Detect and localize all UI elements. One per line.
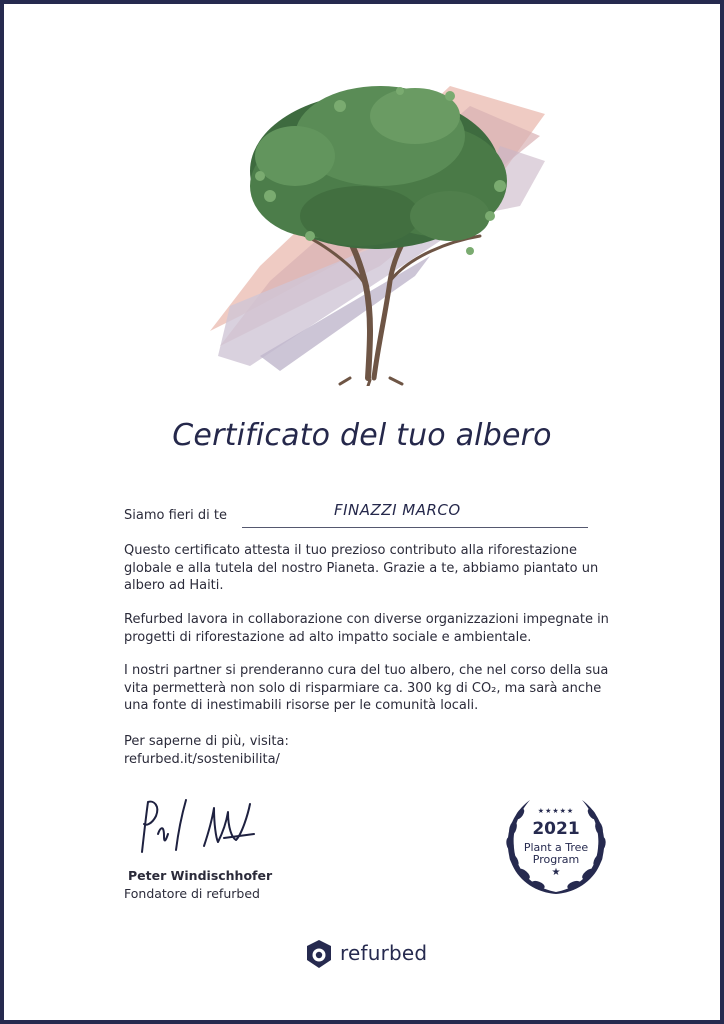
signature-scribble [124, 794, 264, 858]
paragraph-contribution [124, 542, 624, 595]
more-info-label: Per saperne di più, visita: [124, 734, 289, 749]
logo-wordmark: refurbed [340, 941, 428, 965]
recipient-underline [242, 527, 588, 528]
badge-program-line1: Plant a Tree [523, 841, 589, 854]
proud-label: Siamo fieri di te [124, 508, 227, 523]
badge-year: 2021 [532, 819, 580, 839]
recipient-name: FINAZZI MARCO [334, 501, 461, 519]
paragraph-more-info [124, 733, 624, 768]
paragraph-text: I nostri partner si prenderanno cura del tuo albero, che nel corso della sua vita permetterà non solo di risparmiare ca. 300 kg di CO₂, ma sarà anche una fonte di inestimabili risorse per le comunità locali. [124, 663, 609, 713]
signatory-name: Peter Windischhofer [128, 868, 273, 883]
paragraph-text: Questo certificato attesta il tuo prezioso contributo alla riforestazione globale e alla tutela del nostro Pianeta. Grazie a te, abbiamo piantato un albero ad Haiti. [124, 543, 599, 593]
plant-a-tree-badge [500, 794, 612, 900]
paragraph-collaboration [124, 611, 624, 646]
badge-star-icon: ★ [551, 867, 561, 878]
refurbed-logo [304, 938, 434, 970]
badge-stars-icon: ★★★★★ [537, 807, 575, 815]
paragraph-text: Refurbed lavora in collaborazione con diverse organizzazioni impegnate in progetti di riforestazione ad alto impatto sociale e ambientale. [124, 612, 609, 645]
sustainability-link[interactable]: refurbed.it/sostenibilita/ [124, 751, 280, 767]
recipient-row [124, 501, 588, 530]
refurbed-logo-icon [304, 939, 334, 969]
certificate-title: Certificato del tuo albero [172, 418, 552, 453]
badge-program-line2: Program [532, 853, 580, 866]
paragraph-partners [124, 662, 624, 715]
tree-illustration [200, 66, 560, 386]
signatory-role: Fondatore di refurbed [124, 886, 260, 901]
